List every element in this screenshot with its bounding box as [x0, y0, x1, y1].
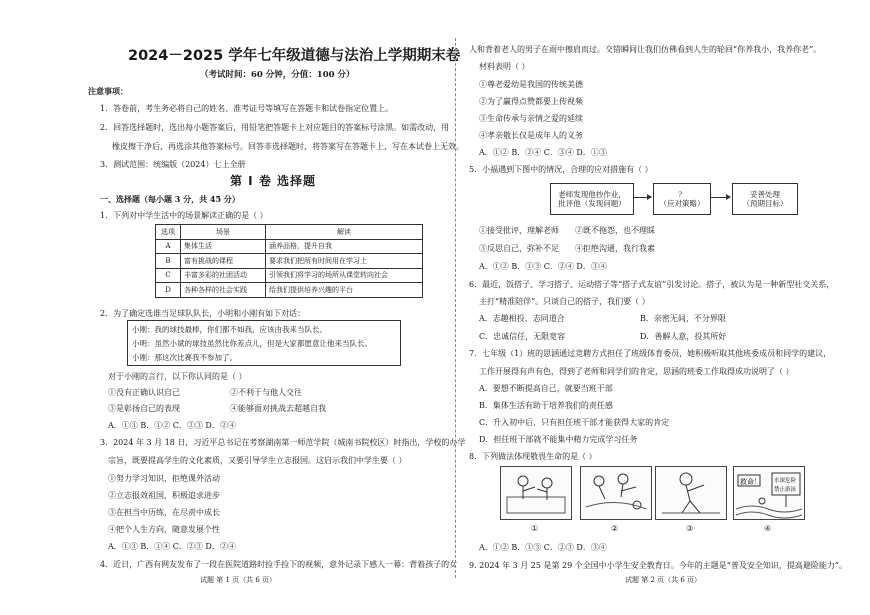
question-stem: 1．下列对中学生活中的场景解读正确的是（ ） [100, 211, 268, 220]
option: ④把个人生方向，随意发展个性 [108, 525, 220, 534]
question-line: 6．最近，饭搭子、学习搭子、运动搭子等“搭子式友谊”引发讨论。搭子，被认为是一种新型社交关系， [469, 280, 835, 289]
flow-text: ？ [678, 190, 686, 199]
option: ③生命传承与亲情之爱的延续 [479, 114, 583, 123]
option: A．志趣相投，志同道合 [479, 314, 565, 323]
question-line: 4．近日，广西有网友发布了一段在医院道路时捡手捡下的视频，意外记录下感人一幕：背着孩子的女 [100, 560, 458, 569]
question-line: 主打“精准陪伴”。只谈自己的搭子，我们要（ ） [479, 297, 650, 306]
picture-3-illustration [656, 467, 726, 519]
option: ①尊老爱幼是我国的传统美德 [479, 80, 583, 89]
notice-item: 1．答卷前，考生务必将自己的姓名、准考证号等填写在答题卡和试卷指定位置上。 [100, 104, 394, 113]
question-line: 9. 2024 年 3 月 25 是第 29 个全国中小学生安全教育日。今年的主题是“普及安全知识，提高避险能力”。 [469, 561, 847, 570]
question-stem: 8．下列做法体现敬畏生命的是（ ） [469, 452, 597, 461]
option: ④孝亲敬长仅是成年人的义务 [479, 131, 583, 140]
page-footer: 试题 第 1 页（共 6 页） [200, 576, 277, 584]
flow-box-goal [732, 183, 798, 215]
picture-4 [733, 466, 805, 520]
section-title: 第 Ⅰ 卷 选择题 [230, 174, 316, 188]
picture-label: ③ [686, 524, 694, 533]
picture-4-illustration [734, 467, 804, 519]
table-cell: 给我们提供培养兴趣的平台 [266, 283, 423, 298]
table-cell: B [156, 254, 181, 269]
table-cell: D [156, 283, 181, 298]
table-cell: 各种各样的社会实践 [181, 283, 266, 298]
table-row [156, 254, 423, 269]
option: A．要想不断提高自己，就要当班干部 [479, 384, 613, 393]
exam-subtitle: （考试时间：60 分钟，分值：100 分） [200, 70, 355, 80]
option: ③是彰扬自己的表现 [108, 404, 180, 413]
dialogue-line: 小明：虽然小斌的球技虽然比你差点儿，但是大家都愿意让他来当队长。 [132, 339, 372, 348]
notice-item: 2．回答选择题时，选出每小题答案后，用铅笔把答题卡上对应题目的答案标号涂黑。如需改动，用 [100, 123, 450, 132]
right-page [455, 0, 870, 615]
picture-1-illustration [501, 467, 571, 519]
option: B．亲密无间，不分界限 [640, 314, 726, 323]
table-header-cell: 选项 [156, 225, 181, 240]
option: ③反思自己，弥补不足 [479, 244, 559, 253]
picture-4-sign-line: 水深危险 [774, 478, 797, 484]
picture-label: ② [611, 524, 619, 533]
table-row [156, 268, 423, 283]
option: D．担任班干部就不能集中精力完成学习任务 [479, 435, 638, 444]
option: ①努力学习知识，拒绝课外活动 [108, 474, 220, 483]
option: ④拒绝沟通，我行我素 [575, 244, 655, 253]
flow-arrow [633, 197, 651, 198]
table-cell: 丰富多彩的社团活动 [181, 268, 266, 283]
option: C．忠诚信任，无限宽容 [479, 332, 566, 341]
table-cell: 富有挑战的课程 [181, 254, 266, 269]
flow-text: （预期目标） [742, 199, 788, 208]
page-footer: 试题 第 2 页（共 6 页） [625, 576, 702, 584]
flow-arrow [710, 197, 730, 198]
table-header-cell: 解读 [266, 225, 423, 240]
flow-text: 老师发现他抄作业， [558, 190, 626, 199]
answer-choices: A．①② B．②④ C．③④ D．①③ [479, 148, 607, 157]
flow-text: （应对策略） [659, 199, 705, 208]
question-line: 3．2024 年 3 月 18 日，习近平总书记在考察湖南第一师范学院（城南书院校区）时指出，学校的办学 [100, 438, 466, 447]
table-row [156, 283, 423, 298]
answer-choices: A．①③ B．①② C．②③ D．②④ [108, 421, 236, 430]
question-stem: 2．为了确定选谁当足球队队长，小明和小刚有如下对话： [100, 309, 306, 318]
option: D．善解人意，投其所好 [640, 332, 727, 341]
notice-item: 3．测试范围：统编版（2024）七上全册 [100, 160, 246, 169]
question-text: 对于小刚的言行，以下你认同的是（ ） [108, 372, 247, 381]
answer-choices: A．①② B．①③ C．②④ D．③④ [479, 262, 607, 271]
dialogue-box [127, 320, 401, 366]
table-header-cell: 场景 [181, 225, 266, 240]
picture-2-illustration [581, 467, 651, 519]
option: ③在担当中历练，在尽责中成长 [108, 508, 220, 517]
table-cell: C [156, 268, 181, 283]
answer-choices: A．①② B．①③ C．②③ D．③④ [479, 543, 607, 552]
option: B．集体生活有助于培养我们的责任感 [479, 401, 613, 410]
picture-1 [500, 466, 572, 520]
question-line: 工作开展得有声有色，得到了老师和同学们的肯定，思涵的班委工作取得成功说明了（ ） [479, 367, 794, 376]
option: ④能够面对挑战去超越自我 [230, 404, 326, 413]
answer-choices: A．①③ B．①④ C．②③ D．②④ [108, 542, 236, 551]
q1-table [155, 224, 423, 298]
flow-box-strategy [653, 183, 711, 215]
option: ②既不拖怨，也不理睬 [575, 226, 655, 235]
table-header-row [156, 225, 423, 240]
question-line: 宗旨，既要提高学生的文化素质，又要引导学生立志报国。这启示我们中学生要（ ） [108, 456, 407, 465]
picture-3 [655, 466, 727, 520]
option: C．升入初中后，只有担任班干部才能获得大家的肯定 [479, 418, 670, 427]
table-row [156, 239, 423, 254]
picture-4-sign-line: 禁止游泳 [774, 487, 797, 493]
option: ①没有正确认识自己 [108, 388, 180, 397]
question-line: 人和背着老人的男子在雨中擦肩而过。交错瞬间让我们仿佛看到人生的轮回“你养我小，我养你老”。 [469, 45, 822, 54]
table-cell: 引领我们将学习的场所从课堂转向社会 [266, 268, 423, 283]
option: ②不利于与他人交往 [230, 388, 302, 397]
picture-2 [580, 466, 652, 520]
option: ①接受批评，理解老师 [479, 226, 559, 235]
notice-title: 注意事项： [88, 86, 128, 96]
table-cell: 集体生活 [181, 239, 266, 254]
dialogue-line: 小刚：我的球技最棒，你们都不如我，应该由我来当队长。 [132, 325, 327, 334]
question-text: 材料表明（ ） [479, 62, 530, 71]
flow-text: 批评他（发现问题） [558, 199, 626, 208]
table-cell: 涵养品格，提升自我 [266, 239, 423, 254]
picture-label: ① [531, 524, 539, 533]
part-title: 一、选择题（每小题 3 分，共 45 分） [100, 194, 240, 204]
notice-item: 橡皮擦干净后，再选涂其他答案标号。回答非选择题时，将答案写在答题卡上，写在本试卷上无效。 [112, 142, 464, 151]
dialogue-line: 小刚：那这次比赛我不参加了。 [132, 353, 237, 362]
picture-4-callout: 救命！ [740, 478, 761, 486]
table-cell: 要求我们把所有时间用在学习上 [266, 254, 423, 269]
table-cell: A [156, 239, 181, 254]
question-stem: 5．小福遇到下图中的情况，合理的应对措施有（ ） [469, 165, 653, 174]
option: ②立志报效祖国，积极追求进步 [108, 491, 220, 500]
exam-title: 2024－2025 学年七年级道德与法治上学期期末卷 [128, 48, 461, 64]
flow-text: 妥善处理 [750, 190, 780, 199]
flow-box-problem [550, 183, 634, 215]
picture-label: ④ [764, 524, 772, 533]
question-line: 7．七年级（1）班的思涵通过竞聘方式担任了班级体育委员，她积极听取其他班委成员和同学的建议， [469, 349, 832, 358]
option: ②为了赢得点赞都要上传视频 [479, 97, 583, 106]
